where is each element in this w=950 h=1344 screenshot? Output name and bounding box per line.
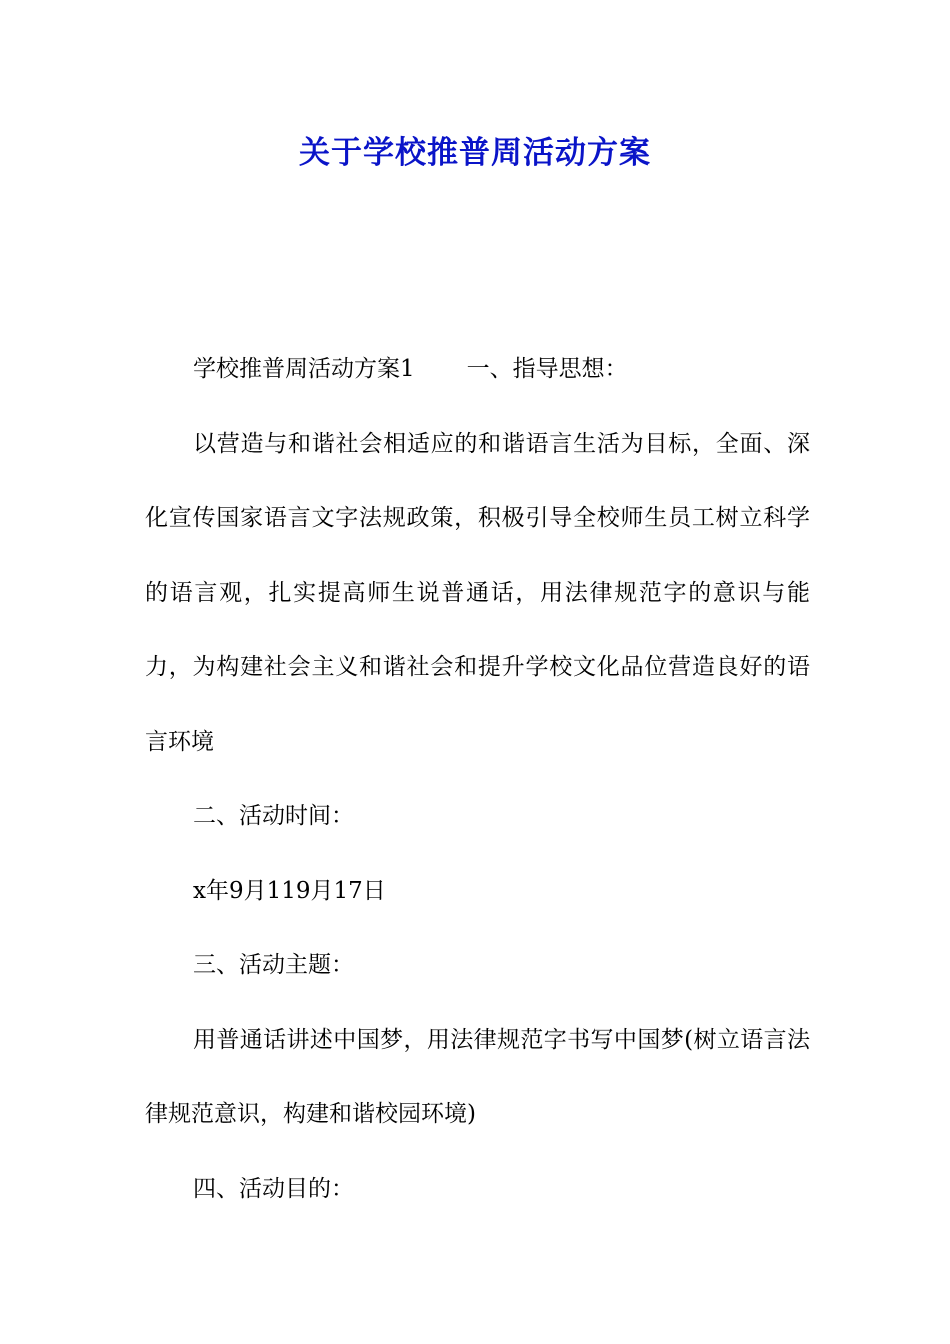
document-body — [145, 332, 810, 1226]
section-guiding-ideology: 一、指导思想： — [466, 356, 628, 382]
document-title: 关于学校推普周活动方案 — [299, 135, 651, 171]
section-activity-theme: 三、活动主题： — [193, 952, 354, 978]
paragraph-guiding-ideology: 以营造与和谐社会相适应的和谐语言生活为目标，全面、深化宣传国家语言文字法规政策，积极引导全校师生员工树立科学的语言观，扎实提高师生说普通话，用法律规范字的意识与能力，为构建社会主义和谐社会和提升学校文化品位营造良好的语言环境 — [145, 430, 810, 755]
paragraph-activity-date: x年9月119月17日 — [193, 877, 386, 904]
plan-name: 学校推普周活动方案1 — [193, 356, 415, 382]
section-activity-purpose: 四、活动目的： — [193, 1175, 354, 1202]
section-activity-time: 二、活动时间： — [193, 803, 354, 829]
paragraph-activity-theme: 用普通话讲述中国梦，用法律规范字书写中国梦(树立语言法律规范意识，构建和谐校园环境) — [145, 1026, 810, 1127]
paragraph-plan-heading — [145, 332, 810, 407]
